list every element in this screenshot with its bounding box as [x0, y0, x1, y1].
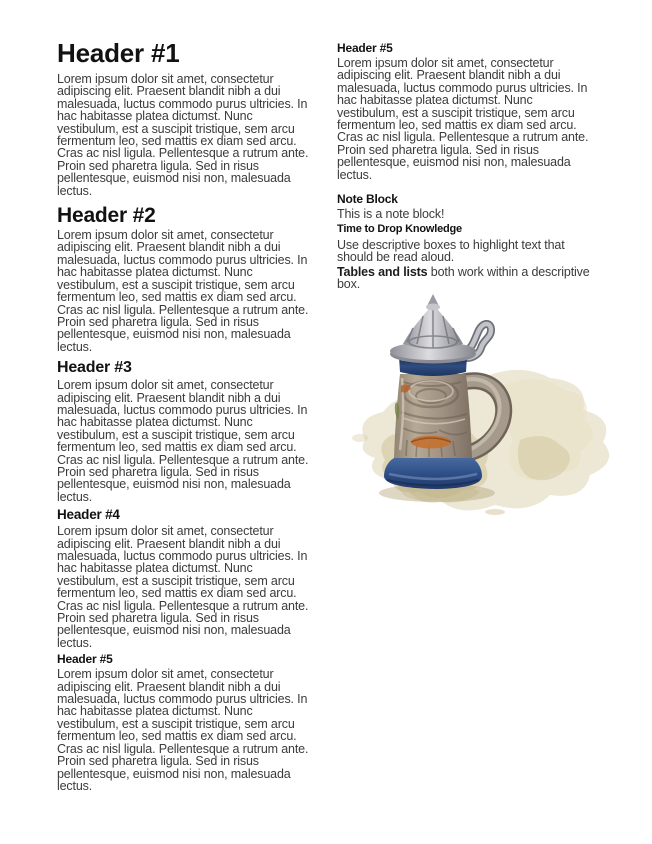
heading-5: Header #5 [57, 652, 113, 667]
heading-2: Header #2 [57, 204, 156, 228]
paragraph: Lorem ipsum dolor sit amet, consectetur adipiscing elit. Praesent blandit nibh a dui malesuada, luctus commodo purus ultricies. In hac habitasse platea dictumst. Nunc vestibulum, est a suscipit tristique, sem arcu fermentum leo, sed mattis ex diam sed arcu. Cras ac nisl ligula. Pellentesque a rutrum ante. Proin sed pharetra ligula. Sed in risus pellentesque, euismod nisi non, malesuada lectus. [57, 72, 309, 198]
beer-stein-illustration [345, 290, 630, 518]
beer-stein-svg [345, 290, 630, 518]
heading-1: Header #1 [57, 38, 180, 68]
paragraph: Lorem ipsum dolor sit amet, consectetur adipiscing elit. Praesent blandit nibh a dui malesuada, luctus commodo purus ultricies. In hac habitasse platea dictumst. Nunc vestibulum, est a suscipit tristique, sem arcu fermentum leo, sed mattis ex diam sed arcu. Cras ac nisl ligula. Pellentesque a rutrum ante. Proin sed pharetra ligula. Sed in risus pellentesque, euismod nisi non, malesuada lectus. [57, 667, 309, 793]
right-column [337, 38, 594, 293]
blue-base [384, 458, 482, 489]
paragraph: Lorem ipsum dolor sit amet, consectetur adipiscing elit. Praesent blandit nibh a dui malesuada, luctus commodo purus ultricies. In hac habitasse platea dictumst. Nunc vestibulum, est a suscipit tristique, sem arcu fermentum leo, sed mattis ex diam sed arcu. Cras ac nisl ligula. Pellentesque a rutrum ante. Proin sed pharetra ligula. Sed in risus pellentesque, euismod nisi non, malesuada lectus. [57, 378, 309, 504]
tables-lists-text [337, 266, 594, 291]
note-block-text: This is a note block! [337, 207, 445, 222]
paragraph: Lorem ipsum dolor sit amet, consectetur adipiscing elit. Praesent blandit nibh a dui malesuada, luctus commodo purus ultricies. In hac habitasse platea dictumst. Nunc vestibulum, est a suscipit tristique, sem arcu fermentum leo, sed mattis ex diam sed arcu. Cras ac nisl ligula. Pellentesque a rutrum ante. Proin sed pharetra ligula. Sed in risus pellentesque, euismod nisi non, malesuada lectus. [337, 56, 589, 182]
stein-body [394, 374, 472, 458]
heading-4: Header #4 [57, 507, 120, 523]
paragraph: Lorem ipsum dolor sit amet, consectetur adipiscing elit. Praesent blandit nibh a dui malesuada, luctus commodo purus ultricies. In hac habitasse platea dictumst. Nunc vestibulum, est a suscipit tristique, sem arcu fermentum leo, sed mattis ex diam sed arcu. Cras ac nisl ligula. Pellentesque a rutrum ante. Proin sed pharetra ligula. Sed in risus pellentesque, euismod nisi non, malesuada lectus. [57, 228, 309, 354]
knowledge-text: Use descriptive boxes to highlight text that should be read aloud. [337, 237, 565, 265]
heading-5-right: Header #5 [337, 41, 393, 55]
left-column [57, 38, 314, 794]
heading-3: Header #3 [57, 359, 132, 377]
tables-lists-bold: Tables and lists [337, 264, 428, 279]
knowledge-title: Time to Drop Knowledge [337, 223, 462, 236]
note-block-title: Note Block [337, 192, 398, 207]
pewter-lid [390, 294, 476, 364]
paragraph: Lorem ipsum dolor sit amet, consectetur adipiscing elit. Praesent blandit nibh a dui malesuada, luctus commodo purus ultricies. In hac habitasse platea dictumst. Nunc vestibulum, est a suscipit tristique, sem arcu fermentum leo, sed mattis ex diam sed arcu. Cras ac nisl ligula. Pellentesque a rutrum ante. Proin sed pharetra ligula. Sed in risus pellentesque, euismod nisi non, malesuada lectus. [57, 524, 309, 650]
tables-lists-rest: both work within a descriptive box. [337, 264, 590, 292]
